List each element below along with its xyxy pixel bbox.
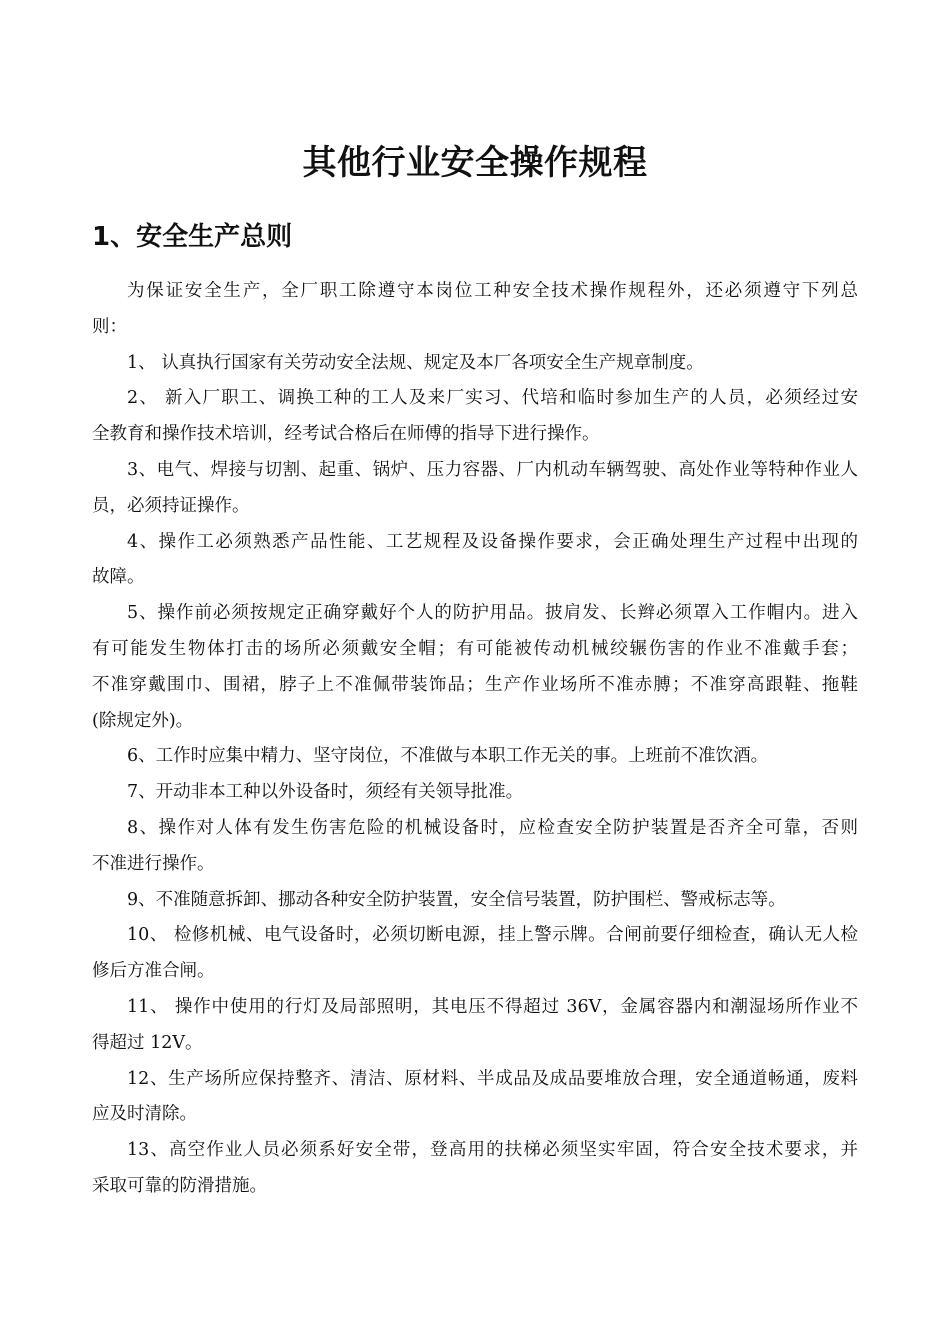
- text-line: 为保证安全生产，全厂职工除遵守本岗位工种安全技术操作规程外，还必须遵守下列总: [127, 281, 858, 301]
- paragraph-rule-1: [92, 346, 858, 382]
- document-title: 其他行业安全操作规程: [302, 143, 648, 183]
- text-line: 不准穿戴围巾、围裙，脖子上不准佩带装饰品；生产作业场所不准赤膊；不准穿高跟鞋、拖鞋: [92, 674, 858, 695]
- text-line: 修后方准合闸。: [92, 961, 215, 982]
- paragraph-rule-11: [92, 990, 858, 1062]
- text-line: 得超过 12V。: [92, 1032, 203, 1053]
- paragraph-rule-8: [92, 811, 858, 883]
- text-line: 2、 新入厂职工、调换工种的工人及来厂实习、代培和临时参加生产的人员，必须经过安: [127, 388, 858, 409]
- text-line: 13、高空作业人员必须系好安全带，登高用的扶梯必须坚实牢固，符合安全技术要求，并: [127, 1140, 858, 1161]
- text-line: 采取可靠的防滑措施。: [92, 1175, 267, 1196]
- paragraph-rule-9: [92, 883, 858, 919]
- text-line: 7、开动非本工种以外设备时，须经有关领导批准。: [127, 782, 524, 803]
- document-body: [92, 274, 858, 1205]
- text-line: 3、电气、焊接与切割、起重、锅炉、压力容器、厂内机动车辆驾驶、高处作业等特种作业人: [127, 459, 858, 480]
- text-line: 故障。: [92, 567, 145, 588]
- text-line: (除规定外)。: [92, 710, 194, 731]
- text-line: 应及时清除。: [92, 1104, 197, 1125]
- text-line: 8、操作对人体有发生伤害危险的机械设备时，应检查安全防护装置是否齐全可靠，否则: [127, 817, 858, 838]
- text-line: 4、操作工必须熟悉产品性能、工艺规程及设备操作要求，会正确处理生产过程中出现的: [127, 531, 858, 552]
- section-heading: 1、安全生产总则: [92, 222, 293, 252]
- paragraph-rule-5: [92, 596, 858, 739]
- text-line: 6、工作时应集中精力、坚守岗位，不准做与本职工作无关的事。上班前不准饮酒。: [127, 746, 769, 767]
- paragraph-rule-4: [92, 525, 858, 597]
- paragraph-intro: [92, 274, 858, 346]
- paragraph-rule-6: [92, 739, 858, 775]
- paragraph-rule-13: [92, 1133, 858, 1205]
- text-line: 9、不准随意拆卸、挪动各种安全防护装置，安全信号装置，防护围栏、警戒标志等。: [127, 889, 786, 910]
- text-line: 11、 操作中使用的行灯及局部照明，其电压不得超过 36V，金属容器内和潮湿场所作业不: [127, 996, 858, 1017]
- paragraph-rule-10: [92, 918, 858, 990]
- text-line: 10、 检修机械、电气设备时，必须切断电源，挂上警示牌。合闸前要仔细检查，确认无人检: [127, 925, 858, 946]
- text-line: 5、操作前必须按规定正确穿戴好个人的防护用品。披肩发、长辫必须罩入工作帽内。进入: [127, 603, 858, 624]
- paragraph-rule-12: [92, 1062, 858, 1134]
- text-line: 员，必须持证操作。: [92, 495, 250, 516]
- text-line: 有可能发生物体打击的场所必须戴安全帽；有可能被传动机械绞辗伤害的作业不准戴手套；: [92, 638, 858, 659]
- text-line: 全教育和操作技术培训，经考试合格后在师傅的指导下进行操作。: [92, 424, 600, 445]
- text-line: 12、生产场所应保持整齐、清洁、原材料、半成品及成品要堆放合理，安全通道畅通，废料: [127, 1068, 858, 1089]
- paragraph-rule-7: [92, 775, 858, 811]
- text-line: 则：: [92, 316, 127, 337]
- text-line: 1、 认真执行国家有关劳动安全法规、规定及本厂各项安全生产规章制度。: [127, 352, 704, 373]
- paragraph-rule-2: [92, 381, 858, 453]
- text-line: 不准进行操作。: [92, 853, 215, 874]
- paragraph-rule-3: [92, 453, 858, 525]
